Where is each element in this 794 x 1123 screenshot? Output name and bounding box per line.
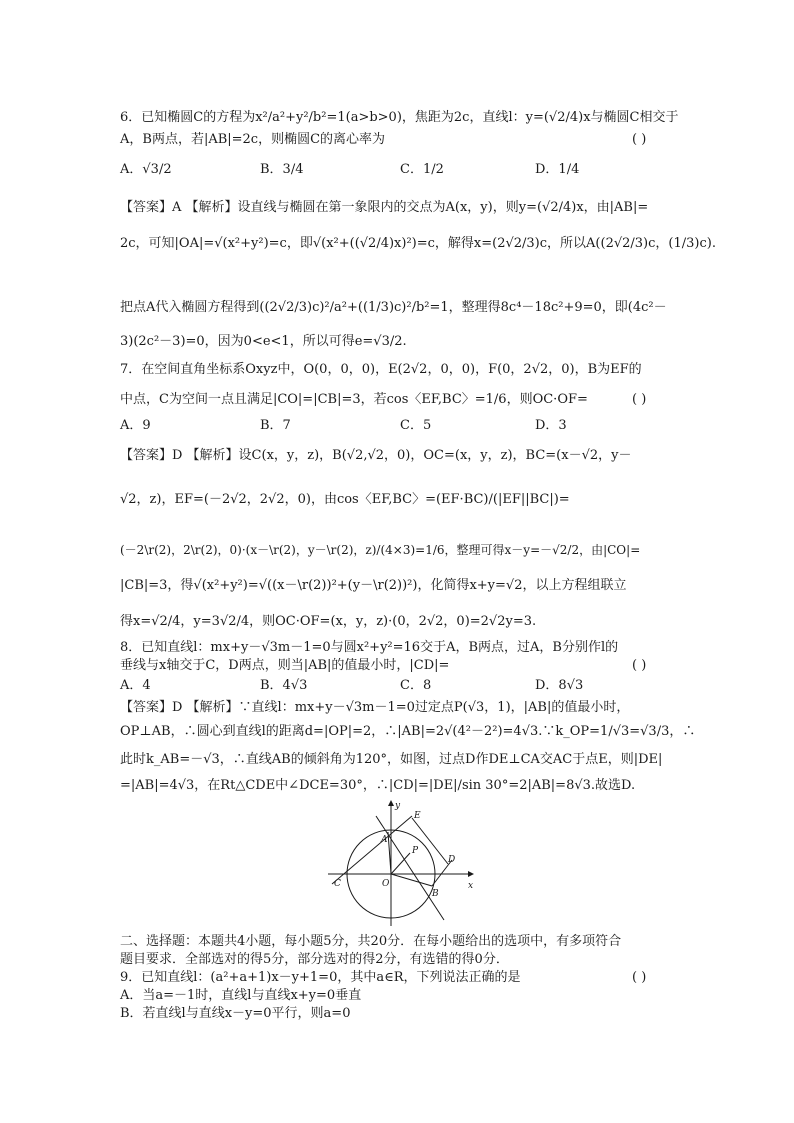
q6-stem-line-2: A，B两点，若|AB|=2c，则椭圆C的离心率为 <box>120 132 386 147</box>
q8-solution-line-4: =|AB|=4√3，在Rt△CDE中∠DCE=30°，∴|CD|=|DE|/sin 30°=2|AB|=8√3.故选D. <box>120 778 636 793</box>
q6-option-b: B．3/4 <box>260 162 304 177</box>
segment-ob <box>391 874 432 886</box>
q7-solution-line-5: 得x=√2/4，y=3√2/4，则OC·OF=(x，y，z)·(0，2√2，0)=2√2y=3. <box>120 614 537 629</box>
q6-solution-line-1: 【答案】A 【解析】设直线与椭圆在第一象限内的交点为A(x，y)，则y=(√2/4)x，由|AB|= <box>120 200 649 215</box>
label-a: A <box>381 835 388 845</box>
label-c: C <box>334 879 341 889</box>
q6-option-c: C．1/2 <box>400 162 444 177</box>
line-l <box>376 816 444 920</box>
q8-stem-line-1: 8．已知直线l：mx+y－√3m－1=0与圆x²+y²=16交于A，B两点，过A，B分别作l的 <box>120 640 619 655</box>
label-e: E <box>414 811 421 821</box>
section-2-line-2: 题目要求．全部选对的得5分，部分选对的得2分，有选错的得0分． <box>120 952 509 967</box>
q9-option-b: B．若直线l与直线x－y=0平行，则a=0 <box>120 1006 351 1021</box>
label-x: x <box>468 881 474 891</box>
q6-solution-line-2: 2c，可知|OA|=√(x²+y²)=c，即√(x²+((√2/4)x)²)=c，解得x=(2√2/3)c，所以A((2√2/3)c，(1/3)c). <box>120 236 716 251</box>
q8-solution-line-2: OP⊥AB，∴圆心到直线l的距离d=|OP|=2，∴|AB|=2√(4²－2²)=4√3.∵k_OP=1/√3=√3/3，∴ <box>120 724 696 739</box>
y-axis-arrow <box>388 800 394 806</box>
section-2-line-1: 二、选择题：本题共4小题，每小题5分，共20分．在每小题给出的选项中，有多项符合 <box>120 934 622 949</box>
q6-solution-line-4: 3)(2c²－3)=0，因为0<e<1，所以可得e=√3/2. <box>120 334 407 349</box>
q8-option-b: B．4√3 <box>260 678 308 693</box>
q6-answer-paren: ( ) <box>632 132 647 147</box>
q8-solution-line-1: 【答案】D 【解析】∵直线l：mx+y－√3m－1=0过定点P(√3，1)，|AB|的值最小时， <box>120 700 630 715</box>
q7-solution-line-2: √2，z)，EF=(－2√2，2√2，0)，由cos〈EF,BC〉=(EF·BC)/(|EF||BC|)= <box>120 492 570 507</box>
q9-answer-paren: ( ) <box>632 970 647 985</box>
q8-answer-paren: ( ) <box>632 658 647 673</box>
label-p: P <box>412 846 419 856</box>
q8-option-a: A．4 <box>120 678 151 693</box>
q7-solution-line-1: 【答案】D 【解析】设C(x，y，z)，B(√2,√2，0)，OC=(x，y，z)，BC=(x－√2，y－ <box>120 448 632 463</box>
q6-stem-line-1: 6．已知椭圆C的方程为x²/a²+y²/b²=1(a>b>0)，焦距为2c，直线l：y=(√2/4)x与椭圆C相交于 <box>120 110 679 125</box>
q6-option-a: A．√3/2 <box>120 162 172 177</box>
circle-line-figure <box>320 798 480 930</box>
q9-option-a: A．当a=－1时，直线l与直线x+y=0垂直 <box>120 988 362 1003</box>
q7-stem-line-2: 中点，C为空间一点且满足|CO|=|CB|=3，若cos〈EF,BC〉=1/6，则OC·OF= <box>120 392 588 407</box>
q7-stem-line-1: 7．在空间直角坐标系Oxyz中，O(0，0，0)，E(2√2，0，0)，F(0，2√2，0)，B为EF的 <box>120 362 642 377</box>
q7-answer-paren: ( ) <box>632 392 647 407</box>
q7-solution-line-4: |CB|=3，得√(x²+y²)=√((x－\r(2))²+(y－\r(2))²)，化简得x+y=√2，以上方程组联立 <box>120 578 627 593</box>
q9-stem: 9．已知直线l：(a²+a+1)x－y+1=0，其中a∈R，下列说法正确的是 <box>120 970 521 985</box>
q7-option-d: D．3 <box>535 418 567 433</box>
label-y: y <box>395 801 401 811</box>
label-o: O <box>382 879 390 889</box>
q8-solution-line-3: 此时k_AB=－√3，∴直线AB的倾斜角为120°，如图，过点D作DE⊥CA交AC于点E，则|DE| <box>120 752 663 767</box>
q6-option-d: D．1/4 <box>535 162 580 177</box>
q7-solution-line-3: (－2\r(2)，2\r(2)，0)·(x－\r(2)，y－\r(2)，z)/(4×3)=1/6，整理可得x－y=－√2/2，由|CO|= <box>120 543 641 557</box>
line-de <box>412 818 448 864</box>
label-d: D <box>448 855 456 865</box>
label-b: B <box>432 889 439 899</box>
q7-option-b: B．7 <box>260 418 291 433</box>
q8-stem-line-2: 垂线与x轴交于C，D两点，则当|AB|的值最小时，|CD|= <box>120 658 450 673</box>
q7-option-c: C．5 <box>400 418 432 433</box>
q7-option-a: A．9 <box>120 418 151 433</box>
q8-option-c: C．8 <box>400 678 432 693</box>
x-axis-arrow <box>468 871 474 877</box>
q6-solution-line-3: 把点A代入椭圆方程得到((2√2/3)c)²/a²+((1/3)c)²/b²=1，整理得8c⁴－18c²+9=0，即(4c²－ <box>120 300 667 315</box>
q8-option-d: D．8√3 <box>535 678 584 693</box>
